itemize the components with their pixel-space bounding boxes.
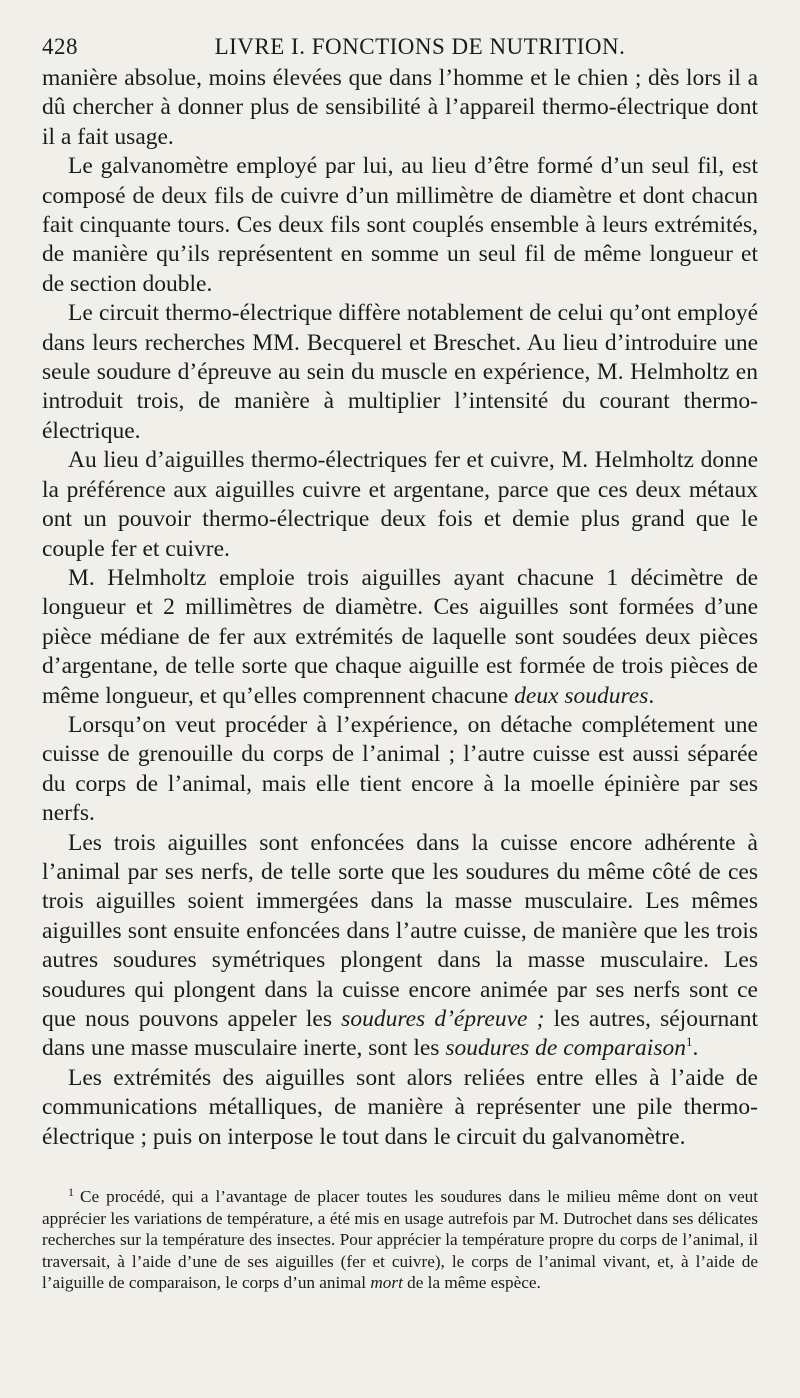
italic-run: mort <box>370 1273 403 1293</box>
italic-run: deux soudures <box>514 682 649 709</box>
text-run: Ce procédé, qui a l’avantage de placer toutes les soudures dans le milieu même dont on veut apprécier les variations de température, a été mis en usage autrefois par M. Dutrochet dans ses délicates recherches sur la température des insectes. Pour apprécier la température propre du corps de l’animal, il traversait, à l’aide d’une de ses aiguilles (fer et cuivre), le corps de l’animal vivant, et, à l’aide de l’aiguille de comparaison, le corps d’un animal <box>42 1187 758 1293</box>
main-text <box>42 64 758 1152</box>
text-run: Les trois aiguilles sont enfoncées dans la cuisse encore adhérente à l’animal par ses nerfs, de telle sorte que les soudures du même côté de ces trois aiguilles soient immergées dans la masse musculaire. Les mêmes aiguilles sont ensuite enfoncées dans l’autre cuisse, de manière que les trois autres soudures symétriques plongent dans la masse musculaire. Les soudures qui plongent dans la cuisse encore animée par ses nerfs sont ce que nous pouvons appeler les <box>42 829 758 1032</box>
text-run: . <box>648 682 655 709</box>
page-number: 428 <box>42 34 78 59</box>
paragraph-circuit: Le circuit thermo-électrique diffère notablement de celui qu’ont employé dans leurs recherches MM. Becquerel et Breschet. Au lieu d’introduire une seule soudure d’épreuve au sein du muscle en expérience, M. Helmholtz en introduit trois, de manière à multiplier l’intensité du courant thermo-électrique. <box>42 300 758 444</box>
text-run: les autres, séjournant dans une masse musculaire inerte, sont les <box>42 1006 759 1062</box>
paragraph-continued: manière absolue, moins élevées que dans l’homme et le chien ; dès lors il a dû chercher à donner plus de sensibilité à l’appareil thermo-électrique dont il a fait usage. <box>42 65 758 150</box>
running-title: LIVRE I. FONCTIONS DE NUTRITION. <box>214 34 626 59</box>
paragraph-experiment: Lorsqu’on veut procéder à l’expérience, on détache complétement une cuisse de grenouille du corps de l’animal ; l’autre cuisse est aussi séparée du corps de l’animal, mais elle tient encore à la moelle épinière par ses nerfs. <box>42 711 758 827</box>
footnote-mark: 1 <box>68 1185 74 1200</box>
page-header <box>42 28 758 64</box>
italic-run: soudures de comparaison <box>445 1035 686 1062</box>
paragraph-needles-metals: Au lieu d’aiguilles thermo-électriques fer et cuivre, M. Helmholtz donne la préférence aux aiguilles cuivre et argentane, parce que ces deux métaux ont un pouvoir thermo-électrique deux fois et demie plus grand que le couple fer et cuivre. <box>42 447 758 562</box>
footnote <box>42 1186 758 1294</box>
text-run: de la même espèce. <box>402 1273 541 1293</box>
italic-run: soudures d’épreuve ; <box>341 1006 545 1032</box>
footnote-text <box>42 1186 758 1294</box>
paragraph-galvanometer: Le galvanomètre employé par lui, au lieu d’être formé d’un seul fil, est composé de deux fils de cuivre d’un millimètre de diamètre et dont chacun fait cinquante tours. Ces deux fils sont couplés ensemble à leurs extrémités, de manière qu’ils représentent en somme un seul fil de même longueur et de section double. <box>42 153 758 297</box>
paragraph-needles-dimensions <box>42 564 758 711</box>
footnote-reference: 1 <box>685 1034 693 1050</box>
text-run: M. Helmholtz emploie trois aiguilles ayant chacune 1 décimètre de longueur et 2 millimètres de diamètre. Ces aiguilles sont formées d’une pièce médiane de fer aux extrémités de laquelle sont soudées deux pièces d’argentane, de telle sorte que chaque aiguille est formée de trois pièces de même longueur, et qu’elles comprennent chacune <box>42 564 758 709</box>
paragraph-pile: Les extrémités des aiguilles sont alors reliées entre elles à l’aide de communications métalliques, de manière à représenter une pile thermo-électrique ; puis on interpose le tout dans le circuit du galvanomètre. <box>42 1064 758 1150</box>
text-run: . <box>692 1035 699 1062</box>
paragraph-soudures <box>42 829 758 1064</box>
